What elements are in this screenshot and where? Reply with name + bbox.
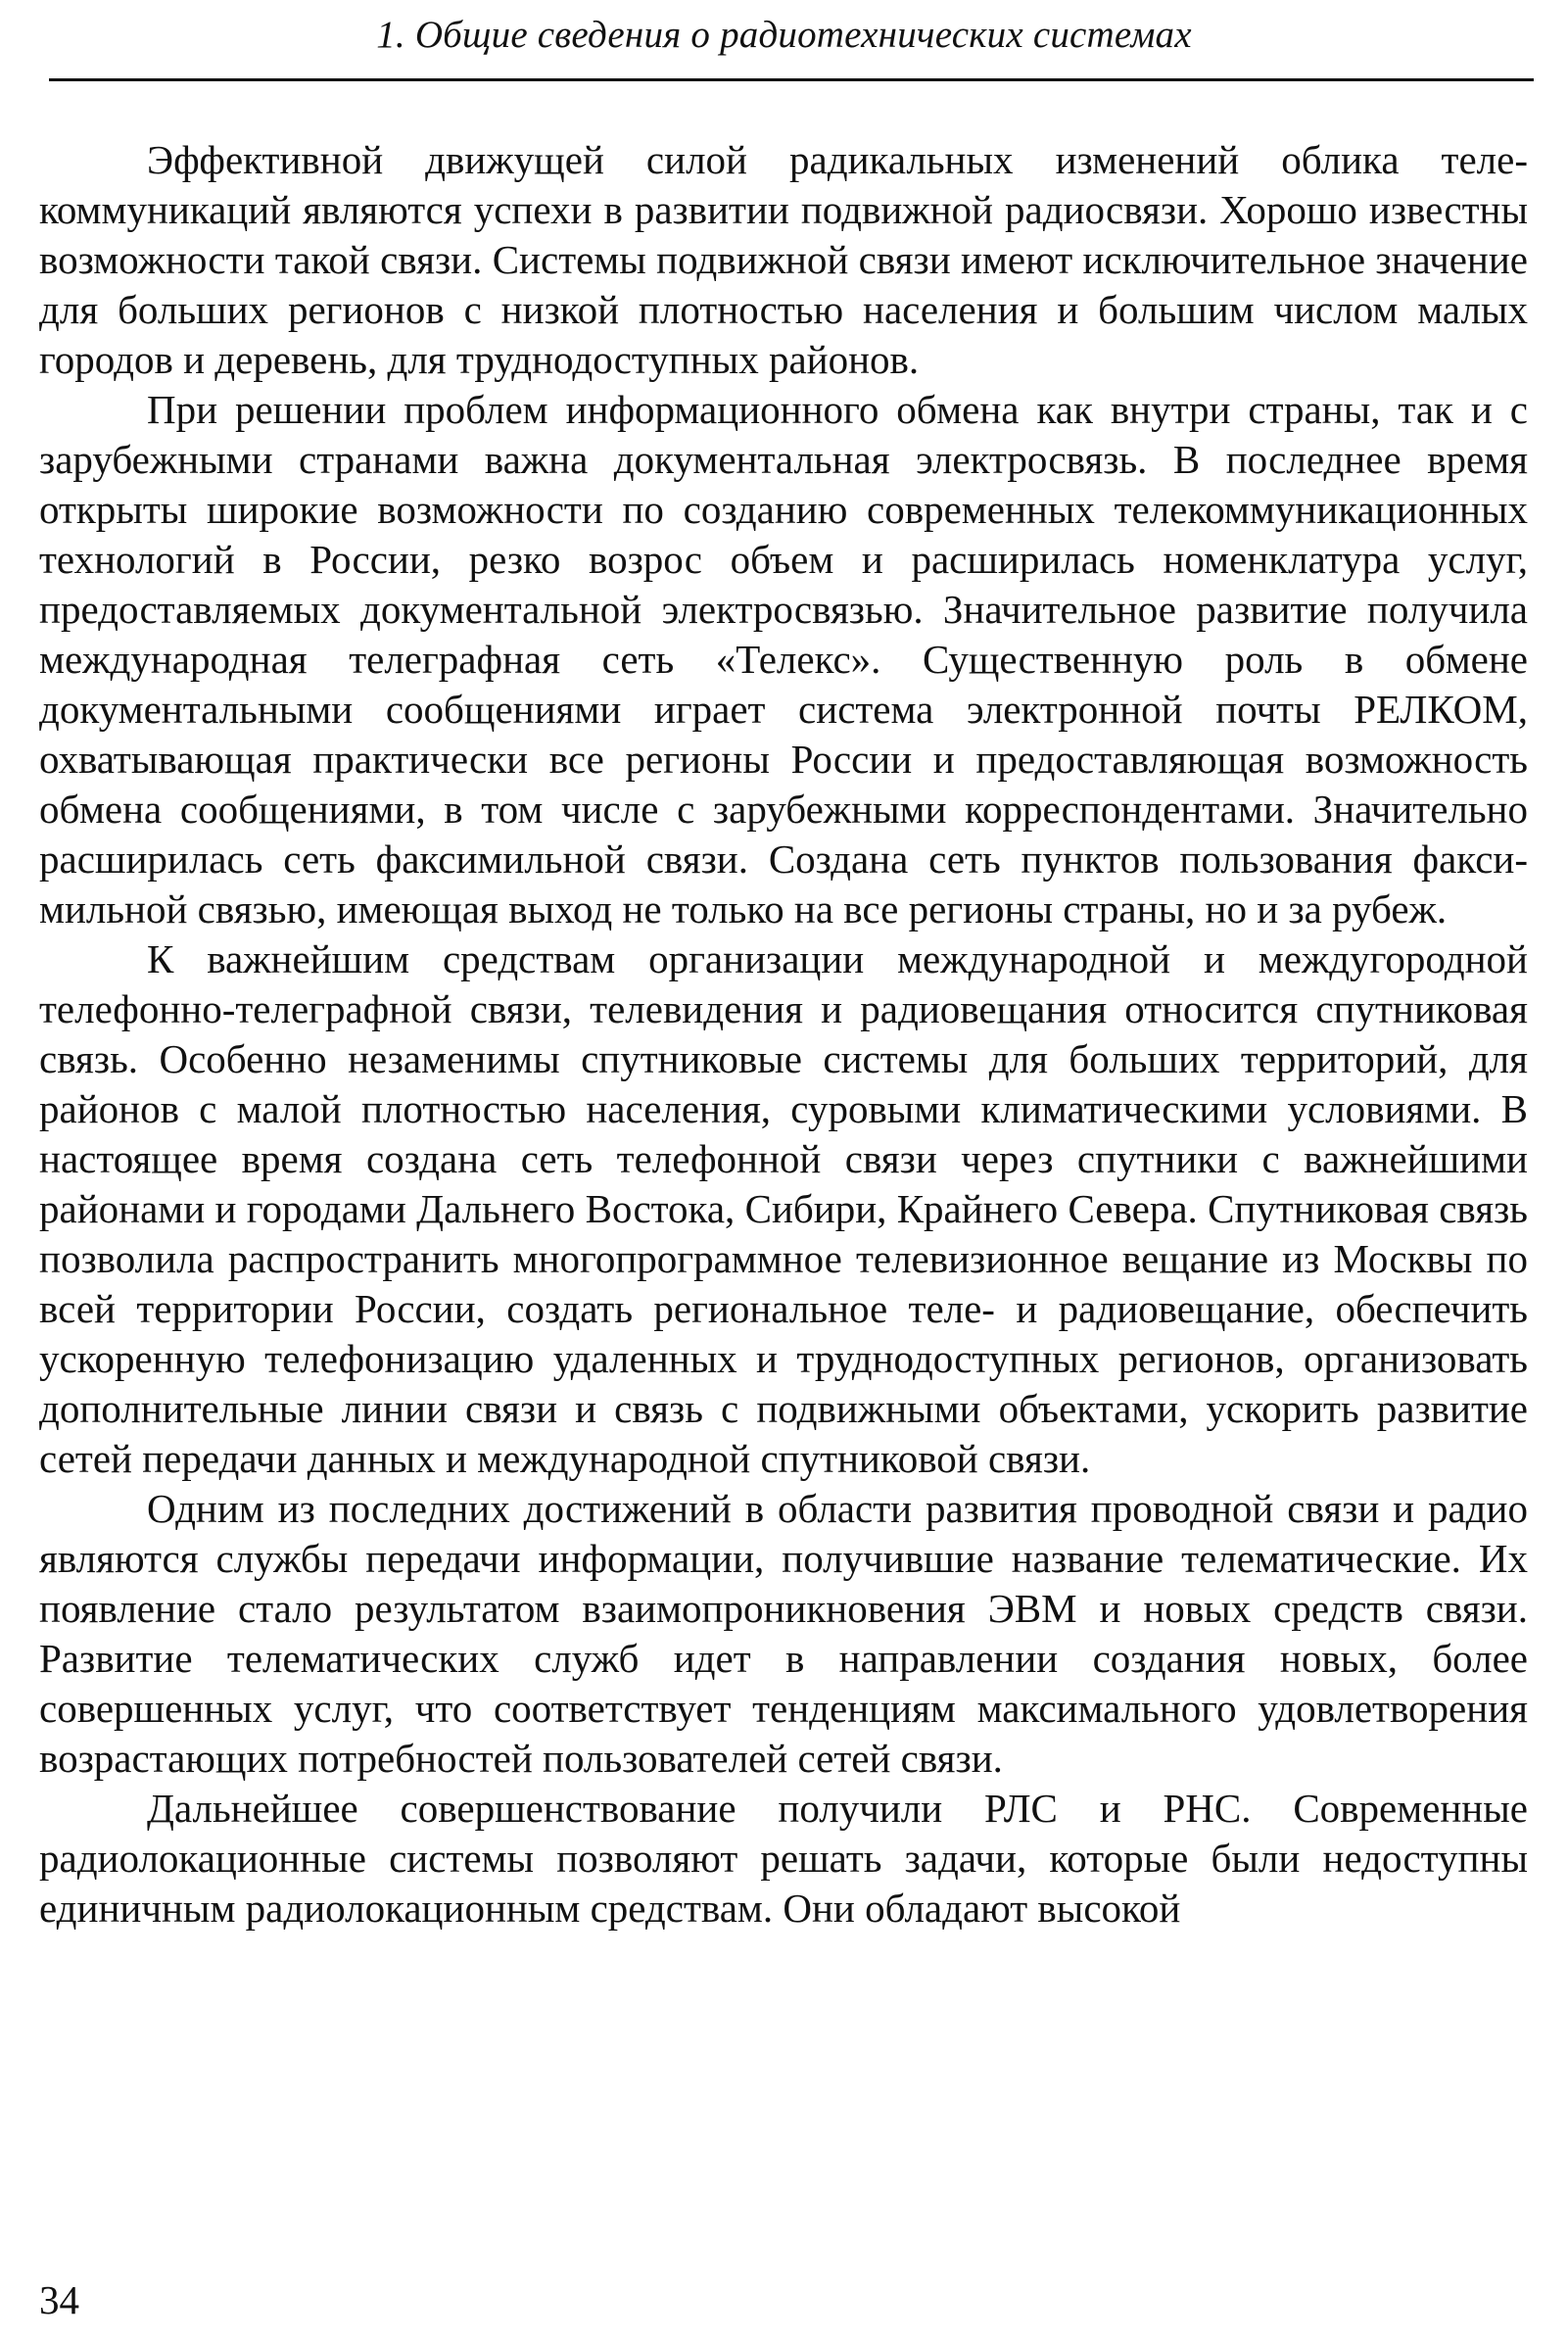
paragraph-satellite-communication: К важнейшим средствам организации международной и междугородной телефонно-телеграфной связи, телевидения и радиовещания относится спутниковая связь. Особенно незаменимы спутниковые системы для больших территорий, для районов с малой плотностью населения, суровыми климатическими условиями. В настоящее время создана сеть телефонной связи через спутники с важнейшими районами и городами Дальнего Востока, Сибири, Крайнего Севера. Спутниковая связь позволила распространить многопрограммное телевизионное вещание из Москвы по всей территории России, создать региональное теле- и радиовещание, обеспечить ускоренную телефонизацию удаленных и труднодоступных регионов, организовать дополнительные линии связи и связь с подвижными объектами, ускорить развитие сетей передачи данных и международной спутниковой связи. — [39, 936, 1528, 1481]
header-rule — [49, 78, 1534, 81]
paragraph-mobile-radio: Эффективной движущей силой радикальных изменений облика телекоммуникаций являются успехи в развитии подвижной радиосвязи. Хорошо известны возможности такой связи. Системы подвижной связи имеют исключительное значение для больших регионов с низкой плотностью населения и большим числом малых городов и деревень, для труднодоступных районов. — [39, 137, 1528, 382]
paragraph-telematic-services: Одним из последних достижений в области развития проводной связи и радио являются службы передачи информации, получившие название телематические. Их появление стало результатом взаимопроникновения ЭВМ и новых средств связи. Развитие телематических служб идет в направлении создания новых, более совершенных услуг, что соответствует тенденциям максимального удовлетворения возрастающих потребностей пользователей сетей связи. — [39, 1486, 1528, 1781]
paragraph-radar-navigation: Дальнейшее совершенствование получили РЛС и РНС. Современные радиолокационные системы позволяют решать задачи, которые были недоступны единичным радиолокационным средствам. Они обладают высокой — [39, 1786, 1528, 1931]
running-head: 1. Общие сведения о радиотехнических системах — [376, 14, 1192, 56]
paragraph-documentary-telecom: При решении проблем информационного обмена как внутри страны, так и с зарубежными странами важна документальная электросвязь. В последнее время открыты широкие возможности по созданию современных телекоммуникационных технологий в России, резко возрос объем и расширилась номенклатура услуг, предоставляемых документальной электросвязью. Значительное развитие получила международная телеграфная сеть «Телекс». Существенную роль в обмене документальными сообщениями играет система электронной почты РЕЛКОМ, охватывающая практически все регионы России и предоставляющая возможность обмена сообщениями, в том числе с зарубежными корреспондентами. Значительно расширилась сеть факсимильной связи. Создана сеть пунктов пользования факсимильной связью, имеющая выход не только на все регионы страны, но и за рубеж. — [39, 387, 1528, 932]
body-text — [39, 135, 1528, 1934]
page-number: 34 — [39, 2277, 79, 2322]
